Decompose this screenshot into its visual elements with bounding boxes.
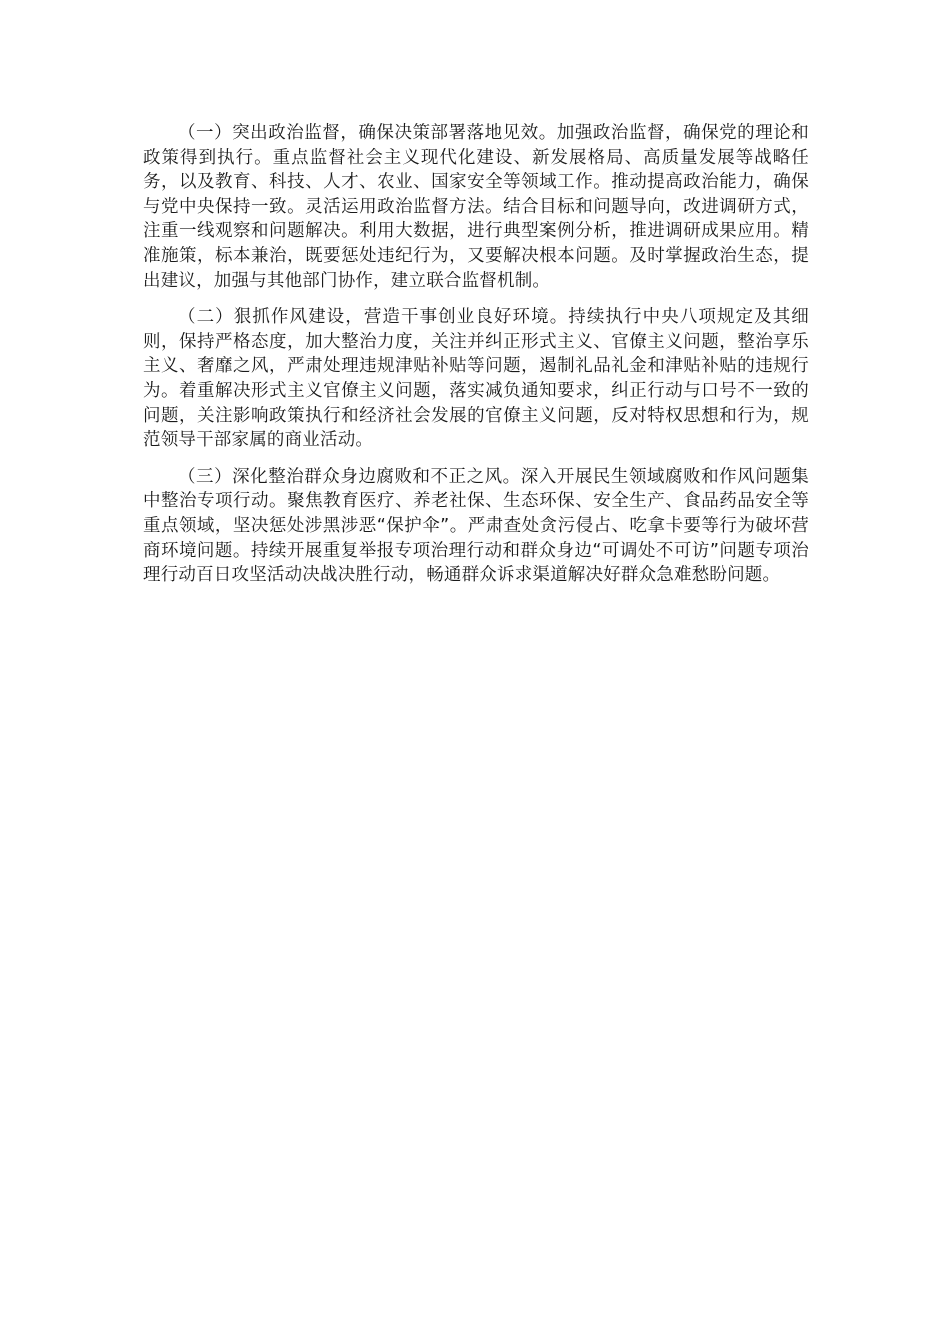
- paragraph-work-style: （二）狠抓作风建设，营造干事创业良好环境。持续执行中央八项规定及其细则，保持严格态度，加大整治力度，关注并纠正形式主义、官僚主义问题，整治享乐主义、奢靡之风，严肃处理违规津贴补贴等问题，遏制礼品礼金和津贴补贴的违规行为。着重解决形式主义官僚主义问题，落实减负通知要求，纠正行动与口号不一致的问题，关注影响政策执行和经济社会发展的官僚主义问题，反对特权思想和行为，规范领导干部家属的商业活动。: [143, 307, 809, 451]
- paragraph-grassroots-corruption: （三）深化整治群众身边腐败和不正之风。深入开展民生领域腐败和作风问题集中整治专项行动。聚焦教育医疗、养老社保、生态环保、安全生产、食品药品安全等重点领域，坚决惩处涉黑涉恶“保护伞”。严肃查处贪污侵占、吃拿卡要等行为破坏营商环境问题。持续开展重复举报专项治理行动和群众身边“可调处不可访”问题专项治理行动百日攻坚活动决战决胜行动，畅通群众诉求渠道解决好群众急难愁盼问题。: [143, 466, 809, 586]
- paragraph-political-supervision: （一）突出政治监督，确保决策部署落地见效。加强政治监督，确保党的理论和政策得到执行。重点监督社会主义现代化建设、新发展格局、高质量发展等战略任务，以及教育、科技、人才、农业、国家安全等领域工作。推动提高政治能力，确保与党中央保持一致。灵活运用政治监督方法。结合目标和问题导向，改进调研方式，注重一线观察和问题解决。利用大数据，进行典型案例分析，推进调研成果应用。精准施策，标本兼治，既要惩处违纪行为，又要解决根本问题。及时掌握政治生态，提出建议，加强与其他部门协作，建立联合监督机制。: [143, 123, 809, 291]
- document-body: [143, 121, 809, 600]
